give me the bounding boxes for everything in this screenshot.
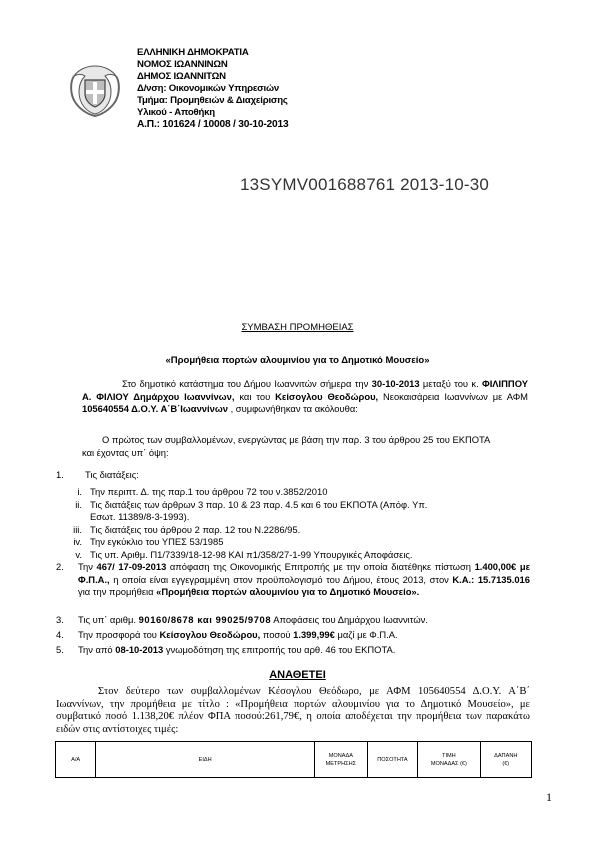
col-header-cost: ΔΑΠΑΝΗ (€) [480,742,531,778]
ada-code: 13SYMV001688761 2013-10-30 [240,175,490,194]
first-party-line2: και έχοντας υπ΄ όψη: [82,447,169,458]
header-department: Τμήμα: Προμηθειών & Διαχείρισης [137,95,288,106]
list-item: i. Την περιπτ. Δ. της παρ.1 του άρθρου 72 του ν.3852/2010 [77,486,328,497]
header-section: Υλικού - Αποθήκη [137,107,215,118]
col-header-aa: Α/Α [56,742,96,778]
award-paragraph: Στον δεύτερο των συμβαλλομένων Κέσογλου Θεόδωρο, με ΑΦΜ 105640554 Δ.Ο.Υ. Α΄Β΄ Ιωαννίνων, την προμήθεια με τίτλο : «Προμήθεια πορτών αλουμινίου για το Δημοτικό Μουσείο», με συμβατικό ποσό 1.138,20€ πλέον ΦΠΑ ποσού:261,79€, η οποία αποδέχεται την προμήθεια των παρακάτω ειδών στις αντίστοιχες τιμές: [56,686,530,735]
list-item: ii. Τις διατάξεις των άρθρων 3 παρ. 10 & 23 παρ. 4.5 και 6 του ΕΚΠΟΤΑ (Απόφ. Υπ. [75,498,428,510]
list-number-3: 3. [56,614,64,625]
doc-subtitle: «Προμήθεια πορτών αλουμινίου για το Δημοτικό Μουσείο» [165,355,430,366]
col-header-unit: ΜΟΝΑΔΑ ΜΕΤΡΗΣΗΣ [315,742,368,778]
list-item-4: Την προσφορά του Κείσογλου Θεοδώρου, ποσού 1.399,99€ μαζί με Φ.Π.Α. [78,629,398,640]
roman-list [60,486,530,561]
header-directorate: Δ/νση: Οικονομικών Υπηρεσιών [137,83,280,94]
table-header-row [56,742,532,778]
col-header-quantity: ΠΟΣΟΤΗΤΑ [367,742,418,778]
list-item-2: Την 467/ 17-09-2013 απόφαση της Οικονομικής Επιτροπής με την οποία διατέθηκε πίστωση 1.400,00€ με Φ.Π.Α., η οποία είναι εγγεγραμμένη στον προϋπολογισμό του Δήμου, έτους 2013, στον Κ.Α.: 15.7135.016 για την προμήθεια «Προμήθεια πορτών αλουμινίου για το Δημοτικό Μουσείο». [78,561,531,597]
list-item-3: Τις υπ΄ αριθμ. 90160/8678 και 99025/9708 Αποφάσεις του Δημάρχου Ιωαννιτών. [78,614,428,625]
list-number-4: 4. [56,629,64,640]
first-party-line1: Ο πρώτος των συμβαλλομένων, ενεργώντας με βάση την παρ. 3 του άρθρου 25 του ΕΚΠΟΤΑ [102,434,491,445]
awarded-heading: ΑΝΑΘΕΤΕΙ [269,669,326,681]
doc-title: ΣΥΜΒΑΣΗ ΠΡΟΜΗΘΕΙΑΣ [241,322,354,333]
intro-paragraph: Στο δημοτικό κατάστημα του Δήμου Ιωαννιτών σήμερα την 30-10-2013 μεταξύ του κ. ΦΙΛΙΠΠΟΥ Α. ΦΙΛΙΟΥ Δημάρχου Ιωαννίνων, και του Κείσογλου Θεοδώρου, Νεοκαισάρεια Ιωαννίνων με ΑΦΜ 105640554 Δ.Ο.Υ. Α΄Β΄Ιωαννίνων , συμφωνήθηκαν τα ακόλουθα: [82,378,528,414]
list-item: iii. Τις διατάξεις του άρθρου 2 παρ. 12 του Ν.2286/95. [73,523,301,535]
list-item: Εσωτ. 11389/8-3-1993). [90,511,190,522]
greek-emblem-icon [66,60,124,118]
list-item: iv. Την εγκύκλιο του ΥΠΕΣ 53/1985 [73,536,224,547]
col-header-items: ΕΙΔΗ [96,742,315,778]
items-table [55,741,532,778]
header-country: ΕΛΛΗΝΙΚΗ ΔΗΜΟΚΡΑΤΙΑ [137,47,249,58]
header-municipality: ΔΗΜΟΣ ΙΩΑΝΝΙΤΩΝ [137,71,226,82]
header-protocol-number: Α.Π.: 101624 / 10008 / 30-10-2013 [137,119,289,130]
list-item: v. Τις υπ. Αριθμ. Π1/7339/18-12-98 ΚΑΙ π1/358/27-1-99 Υπουργικές Αποφάσεις. [75,548,413,560]
page-number: 1 [546,790,552,804]
list-item-5: Την από 08-10-2013 γνωμοδότηση της επιτροπής του αρθ. 46 του ΕΚΠΟΤΑ. [78,644,396,655]
col-header-unit-price: ΤΙΜΗ ΜΟΝΑΔΑΣ (€) [418,742,480,778]
list-number-5: 5. [56,644,64,655]
list-item-1: Τις διατάξεις: [85,469,139,480]
list-number-2: 2. [56,561,64,572]
header-prefecture: ΝΟΜΟΣ ΙΩΑΝΝΙΝΩΝ [137,59,228,70]
list-number-1: 1. [56,469,64,480]
